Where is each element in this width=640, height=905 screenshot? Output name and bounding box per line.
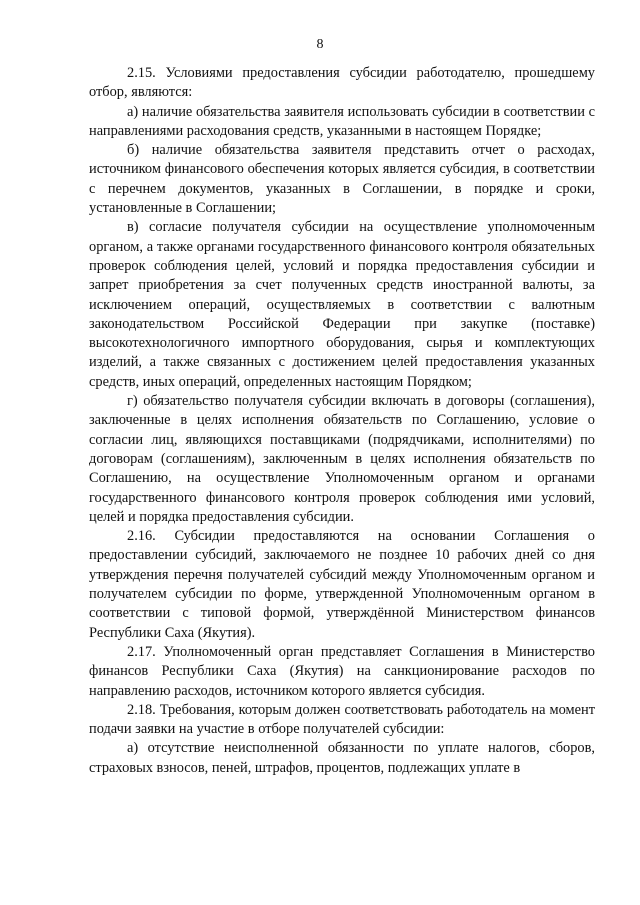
clause-2-15: 2.15. Условиями предоставления субсидии работодателю, прошедшему отбор, являются: xyxy=(89,65,595,101)
clause-2-15-v: в) согласие получателя субсидии на осуществление уполномоченным органом, а также органами государственного финансового контроля обязательных проверок соблюдения целей, условий и порядка предоставления субсидии и запрет приобретения за счет полученных средств иностранной валюты, за исключением операций, осуществляемых в соответствии с валютным законодательством Российской Федерации при закупке (поставке) высокотехнологичного импортного оборудования, сырья и комплектующих изделий, а также связанных с достижением целей предоставления указанных средств, иных операций, определенных настоящим Порядком; xyxy=(89,219,595,390)
document-body xyxy=(89,64,595,778)
clause-2-18: 2.18. Требования, которым должен соответствовать работодатель на момент подачи заявки на участие в отборе получателей субсидии: xyxy=(89,701,595,738)
clause-2-18-a: а) отсутствие неисполненной обязанности по уплате налогов, сборов, страховых взносов, пеней, штрафов, процентов, подлежащих уплате в xyxy=(89,740,595,776)
clause-2-15-a: а) наличие обязательства заявителя использовать субсидии в соответствии с направлениями расходования средств, указанными в настоящем Порядке; xyxy=(89,103,595,139)
clause-2-17: 2.17. Уполномоченный орган представляет Соглашения в Министерство финансов Республики Саха (Якутия) на санкционирование расходов по направлению расходов, источником которого является субсидия. xyxy=(89,643,595,699)
clause-2-15-g: г) обязательство получателя субсидии включать в договоры (соглашения), заключенные в целях исполнения обязательств по Соглашению, условие о согласии лиц, являющихся поставщиками (подрядчиками, исполнителями) по договорам (соглашениям), заключенным в целях исполнения обязательств по Соглашению, на осуществление Уполномоченным органом и органами государственного финансового контроля проверок соблюдения ими условий, целей и порядка предоставления субсидии. xyxy=(89,393,595,525)
clause-2-16: 2.16. Субсидии предоставляются на основании Соглашения о предоставлении субсидий, заключаемого не позднее 10 рабочих дней со дня утверждения перечня получателей субсидий между Уполномоченным органом и получателем субсидии по форме, утвержденной Уполномоченным органом в соответствии с типовой формой, утверждённой Министерством финансов Республики Саха (Якутия). xyxy=(89,528,595,641)
clause-2-15-b: б) наличие обязательства заявителя представить отчет о расходах, источником финансового обеспечения которых является субсидия, в соответствии с перечнем документов, указанных в Соглашении, в порядке и сроки, установленные в Соглашении; xyxy=(89,142,595,217)
page-number: 8 xyxy=(316,37,324,52)
